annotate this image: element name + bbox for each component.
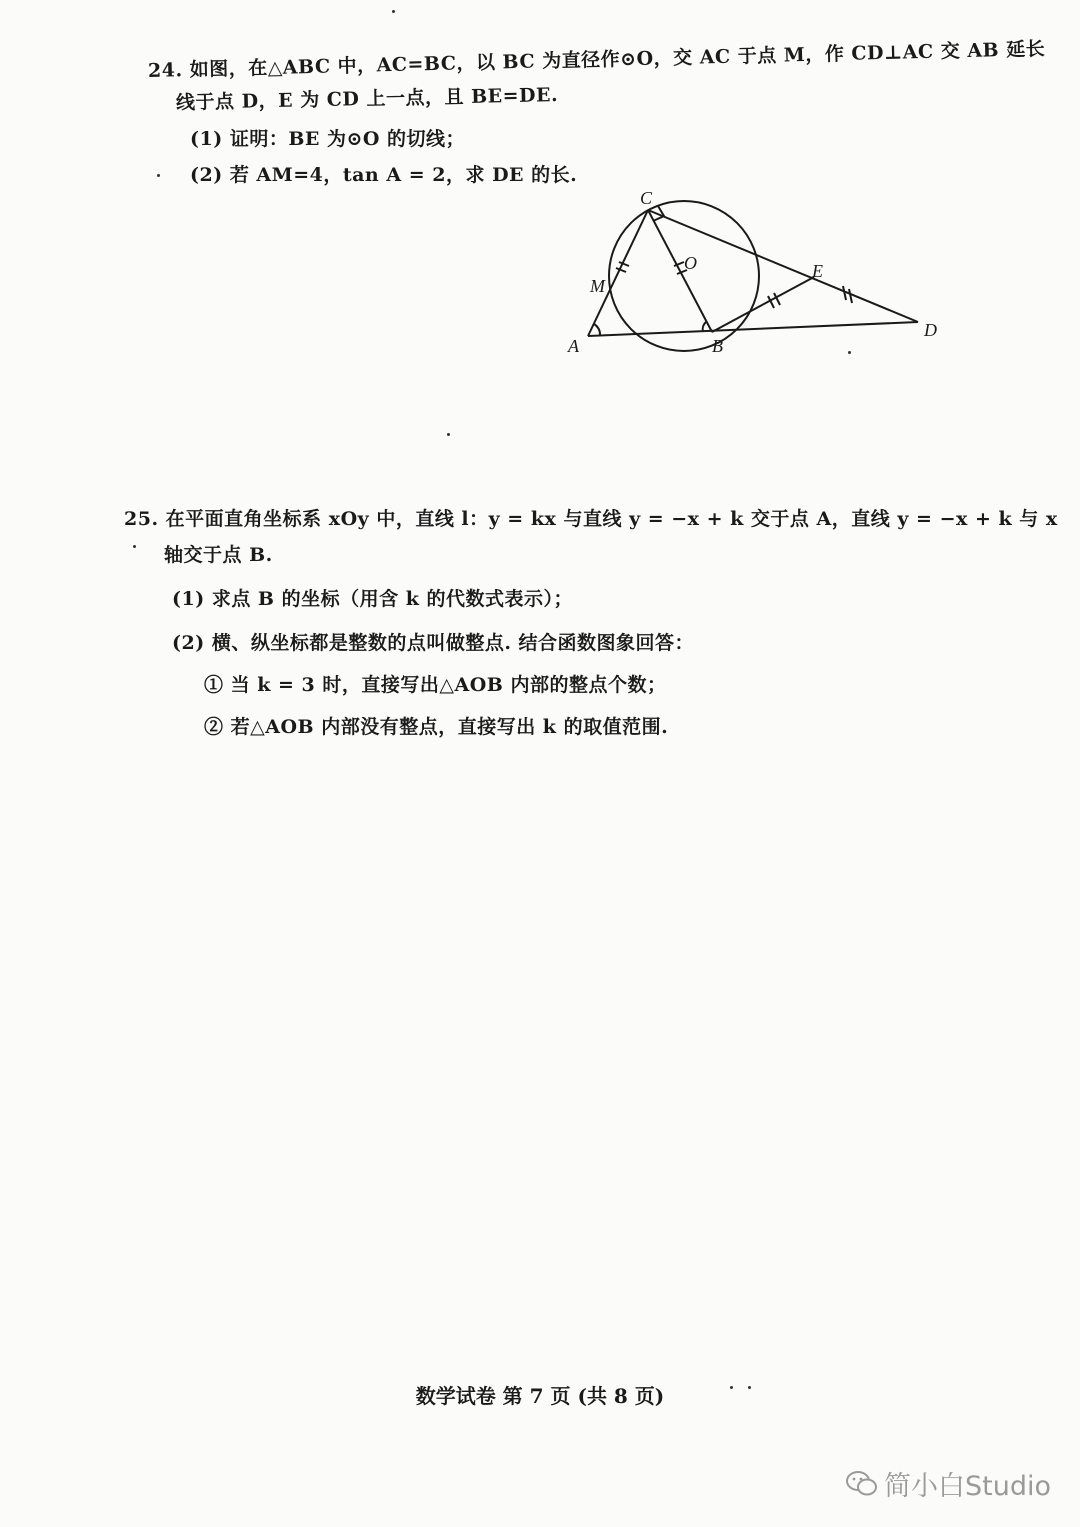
segment-ac bbox=[588, 210, 648, 336]
segment-cb bbox=[648, 210, 712, 332]
q25-sub1: ① 当 k = 3 时，直接写出△AOB 内部的整点个数； bbox=[204, 674, 667, 696]
scan-speck bbox=[157, 174, 160, 177]
q24-part2: (2) 若 AM=4，tan A = 2，求 DE 的长. bbox=[190, 164, 578, 186]
label-c: C bbox=[640, 188, 653, 208]
q24-stem-line1: 24. 如图，在△ABC 中，AC=BC，以 BC 为直径作⊙O，交 AC 于点 M，作 CD⊥AC 交 AB 延长 bbox=[147, 38, 1046, 82]
q25-sub2: ② 若△AOB 内部没有整点，直接写出 k 的取值范围. bbox=[204, 716, 669, 738]
q24-part1: (1) 证明：BE 为⊙O 的切线； bbox=[190, 128, 466, 150]
label-o: O bbox=[684, 253, 697, 273]
label-e: E bbox=[812, 261, 823, 281]
label-b: B bbox=[712, 336, 723, 356]
watermark bbox=[846, 1464, 1051, 1503]
q24-geometry-figure bbox=[560, 188, 960, 358]
scan-speck bbox=[133, 545, 136, 548]
q25-stem-line2: 轴交于点 B. bbox=[164, 544, 273, 566]
segment-be bbox=[712, 277, 814, 332]
angle-mark-a bbox=[594, 324, 600, 335]
segment-ad bbox=[588, 322, 918, 336]
scan-speck bbox=[848, 351, 851, 354]
q24-stem-line2: 线于点 D，E 为 CD 上一点，且 BE=DE. bbox=[175, 83, 559, 114]
q25-stem-line1: 25. 在平面直角坐标系 xOy 中，直线 l：y = kx 与直线 y = −x + k 交于点 A，直线 y = −x + k 与 x bbox=[124, 508, 1058, 530]
label-d: D bbox=[924, 320, 937, 340]
q25-part1: (1) 求点 B 的坐标（用含 k 的代数式表示）； bbox=[172, 588, 573, 610]
scan-speck bbox=[392, 10, 395, 13]
watermark-text: 简小白Studio bbox=[884, 1471, 1051, 1502]
label-m: M bbox=[590, 276, 605, 296]
q25-part2: (2) 横、纵坐标都是整数的点叫做整点. 结合函数图象回答： bbox=[172, 632, 695, 654]
scan-speck bbox=[447, 433, 450, 436]
label-a: A bbox=[568, 336, 579, 356]
page-footer: 数学试卷 第 7 页 (共 8 页) bbox=[415, 1384, 665, 1408]
wechat-icon bbox=[846, 1470, 878, 1498]
circle-o bbox=[609, 201, 759, 351]
tick-ed-2 bbox=[849, 289, 852, 303]
